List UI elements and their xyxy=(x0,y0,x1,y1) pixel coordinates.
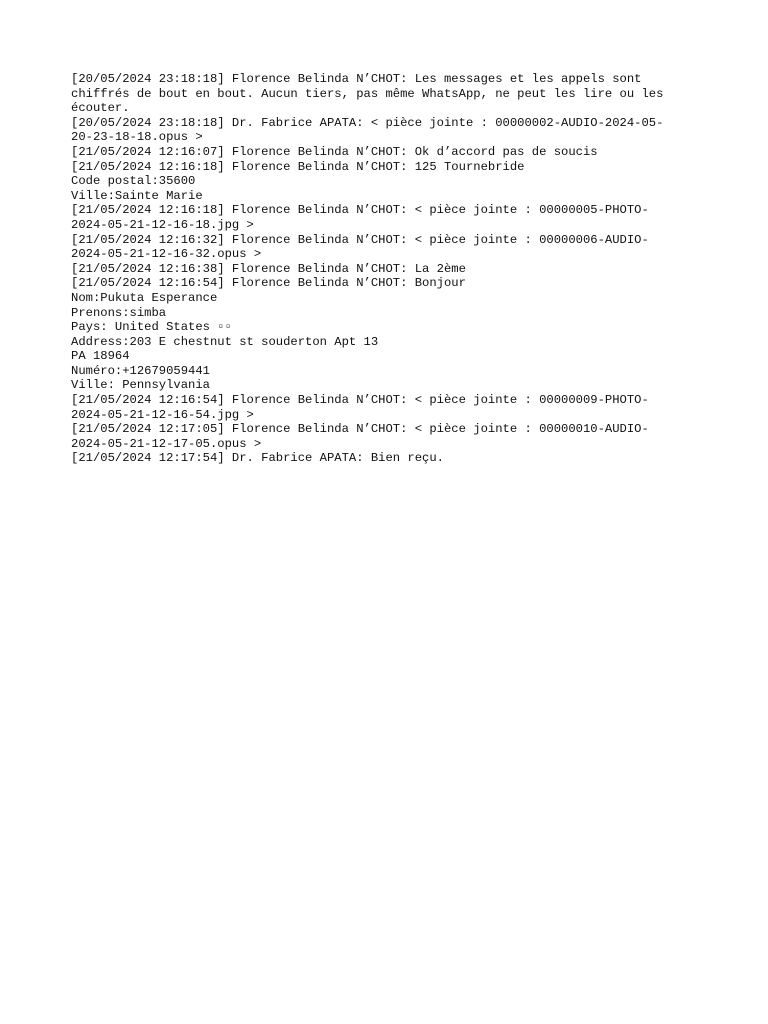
transcript-line: [21/05/2024 12:16:32] Florence Belinda N’CHOT: < pièce jointe : 00000006-AUDIO- xyxy=(71,232,649,247)
transcript-line: Ville:Sainte Marie xyxy=(71,188,203,203)
transcript-line: Code postal:35600 xyxy=(71,174,196,189)
chat-transcript xyxy=(71,72,701,466)
transcript-line: [21/05/2024 12:16:18] Florence Belinda N’CHOT: 125 Tournebride xyxy=(71,159,525,174)
transcript-line: chiffrés de bout en bout. Aucun tiers, pas même WhatsApp, ne peut les lire ou les xyxy=(71,86,664,101)
transcript-line: Prenons:simba xyxy=(71,305,167,320)
transcript-line: 2024-05-21-12-16-54.jpg > xyxy=(71,407,254,422)
transcript-line: [21/05/2024 12:16:07] Florence Belinda N’CHOT: Ok d’accord pas de soucis xyxy=(71,144,598,159)
transcript-line: [21/05/2024 12:16:18] Florence Belinda N’CHOT: < pièce jointe : 00000005-PHOTO- xyxy=(71,203,649,218)
transcript-line: [20/05/2024 23:18:18] Dr. Fabrice APATA: < pièce jointe : 00000002-AUDIO-2024-05- xyxy=(71,115,664,130)
transcript-line: [21/05/2024 12:16:54] Florence Belinda N’CHOT: Bonjour xyxy=(71,276,466,291)
transcript-line: Pays: United States ▫▫ xyxy=(71,320,232,335)
transcript-line: 20-23-18-18.opus > xyxy=(71,130,203,145)
transcript-line: [21/05/2024 12:17:05] Florence Belinda N’CHOT: < pièce jointe : 00000010-AUDIO- xyxy=(71,422,649,437)
transcript-line: Nom:Pukuta Esperance xyxy=(71,290,218,305)
transcript-line: 2024-05-21-12-16-18.jpg > xyxy=(71,217,254,232)
transcript-line: Numéro:+12679059441 xyxy=(71,363,210,378)
transcript-line: 2024-05-21-12-16-32.opus > xyxy=(71,247,262,262)
transcript-line: [21/05/2024 12:16:54] Florence Belinda N’CHOT: < pièce jointe : 00000009-PHOTO- xyxy=(71,393,649,408)
transcript-line: [21/05/2024 12:16:38] Florence Belinda N’CHOT: La 2ème xyxy=(71,261,466,276)
transcript-line: PA 18964 xyxy=(71,349,130,364)
transcript-line: Ville: Pennsylvania xyxy=(71,378,210,393)
transcript-line: [21/05/2024 12:17:54] Dr. Fabrice APATA: Bien reçu. xyxy=(71,451,444,466)
transcript-line: [20/05/2024 23:18:18] Florence Belinda N’CHOT: Les messages et les appels sont xyxy=(71,72,642,86)
transcript-line: écouter. xyxy=(71,101,130,116)
transcript-line: 2024-05-21-12-17-05.opus > xyxy=(71,436,262,451)
transcript-line: Address:203 E chestnut st souderton Apt 13 xyxy=(71,334,379,349)
